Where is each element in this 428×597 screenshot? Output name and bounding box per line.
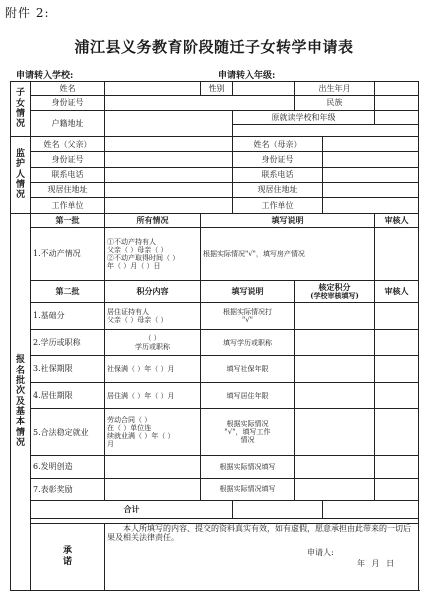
child-orig-school-field[interactable] bbox=[375, 110, 419, 124]
batch2-total-reviewer[interactable] bbox=[323, 501, 419, 519]
child-name-label: 姓名 bbox=[31, 82, 105, 96]
child-id-label: 身份证号 bbox=[31, 96, 105, 110]
batch2-row-reviewer[interactable] bbox=[375, 382, 419, 409]
attachment-label: 附件 2: bbox=[5, 6, 50, 20]
child-gender-label: 性别 bbox=[201, 82, 233, 96]
page-title: 浦江县义务教育阶段随迁子女转学申请表 bbox=[74, 38, 354, 56]
child-orig-school-field-2[interactable] bbox=[233, 124, 419, 136]
batch2-row-note: 根据实际情况打 "√" bbox=[201, 303, 295, 330]
batch2-row-reviewer[interactable] bbox=[375, 303, 419, 330]
batch1-label: 第一批 bbox=[31, 213, 105, 227]
mother-id-field[interactable] bbox=[323, 152, 419, 167]
pledge-text: 本人所填写的内容、提交的资料真实有效，如有虚假，愿意承担由此带来的一切后果及相关法律责任。 bbox=[107, 523, 411, 542]
batch2-row-note: 根据实际情况填写 bbox=[201, 478, 295, 500]
father-name-label: 姓名（父亲） bbox=[31, 137, 105, 152]
batch2-label: 第二批 bbox=[31, 280, 105, 302]
father-id-field[interactable] bbox=[105, 152, 233, 167]
batch2-row-item: 6.发明创造 bbox=[31, 456, 105, 478]
batch2-row-points[interactable] bbox=[295, 478, 375, 500]
batch2-fill-header: 填写说明 bbox=[201, 280, 295, 302]
child-gender-field[interactable] bbox=[233, 82, 295, 96]
batch1-fill-note: 根据实际情况"√"，填写房产情况 bbox=[201, 227, 375, 280]
batch2-row-item: 2.学历或职称 bbox=[31, 329, 105, 356]
transfer-school-label: 申请转入学校: bbox=[16, 71, 74, 81]
mother-address-field[interactable] bbox=[323, 182, 419, 197]
batch2-total-points[interactable] bbox=[233, 501, 323, 519]
mother-phone-label: 联系电话 bbox=[233, 167, 323, 182]
batch2-row-content[interactable]: 社保满（ ）年（ ）月 bbox=[105, 356, 201, 383]
batch2-row-note: 填写学历或职称 bbox=[201, 329, 295, 356]
applicant-signature-label[interactable]: 申请人: bbox=[307, 547, 334, 557]
child-birth-label: 出生年月 bbox=[295, 82, 375, 96]
father-id-label: 身份证号 bbox=[31, 152, 105, 167]
father-work-label: 工作单位 bbox=[31, 198, 105, 213]
transfer-grade-label: 申请转入年级: bbox=[218, 71, 276, 81]
child-id-field[interactable] bbox=[105, 96, 295, 110]
batch2-row-item: 1.基础分 bbox=[31, 303, 105, 330]
batch2-row-note: 填写居住年限 bbox=[201, 382, 295, 409]
batch2-row-points[interactable] bbox=[295, 329, 375, 356]
mother-phone-field[interactable] bbox=[323, 167, 419, 182]
father-name-field[interactable] bbox=[105, 137, 233, 152]
guardian-section-label: 监 护 人 情 况 bbox=[11, 137, 31, 213]
mother-id-label: 身份证号 bbox=[233, 152, 323, 167]
batch2-total-label: 合计 bbox=[31, 501, 233, 519]
child-name-field[interactable] bbox=[105, 82, 201, 96]
batch2-row-reviewer[interactable] bbox=[375, 329, 419, 356]
mother-work-label: 工作单位 bbox=[233, 198, 323, 213]
batch2-row-reviewer[interactable] bbox=[375, 356, 419, 383]
batch2-row-points[interactable] bbox=[295, 303, 375, 330]
batch2-row-content[interactable] bbox=[105, 478, 201, 500]
child-hukou-field[interactable] bbox=[105, 110, 233, 137]
batch1-reviewer-field[interactable] bbox=[375, 227, 419, 280]
batch2-row-reviewer[interactable] bbox=[375, 409, 419, 456]
batch2-row-content[interactable]: 居住证持有人 父亲（ ）母亲（ ） bbox=[105, 303, 201, 330]
mother-name-label: 姓名（母亲） bbox=[233, 137, 323, 152]
batch2-row-note: 根据实际情况填写 bbox=[201, 456, 295, 478]
batch1-fill-header: 填写说明 bbox=[201, 213, 375, 227]
batch2-row-content[interactable]: 劳动合同（ ） 在（ ）单位连 续就业满（ ）年（ ） 月 bbox=[105, 409, 201, 456]
father-phone-label: 联系电话 bbox=[31, 167, 105, 182]
application-form-table bbox=[10, 81, 419, 591]
father-phone-field[interactable] bbox=[105, 167, 233, 182]
batch2-row-reviewer[interactable] bbox=[375, 456, 419, 478]
child-hukou-label: 户籍地址 bbox=[31, 110, 105, 137]
child-ethnicity-label: 民族 bbox=[295, 96, 375, 110]
pledge-cell bbox=[105, 523, 419, 590]
child-section-label: 子 女 情 况 bbox=[11, 82, 31, 137]
child-orig-school-label: 原就读学校和年级 bbox=[233, 110, 375, 124]
batch2-row-points[interactable] bbox=[295, 456, 375, 478]
pledge-date[interactable]: 年 月 日 bbox=[357, 559, 397, 569]
batch2-row-note: 根据实际情况 "√"，填写工作 情况 bbox=[201, 409, 295, 456]
batch1-status-header: 所有情况 bbox=[105, 213, 201, 227]
mother-name-field[interactable] bbox=[323, 137, 419, 152]
father-address-label: 现居住地址 bbox=[31, 182, 105, 197]
batch2-row-item: 4.居住期限 bbox=[31, 382, 105, 409]
batch1-item: 1.不动产情况 bbox=[31, 227, 105, 280]
batch2-row-item: 7.表彰奖励 bbox=[31, 478, 105, 500]
batch2-row-points[interactable] bbox=[295, 356, 375, 383]
batch2-row-content[interactable]: 居住满（ ）年（ ）月 bbox=[105, 382, 201, 409]
pledge-section-label: 承 诺 bbox=[31, 523, 105, 590]
father-address-field[interactable] bbox=[105, 182, 233, 197]
child-ethnicity-field[interactable] bbox=[375, 96, 419, 110]
batch2-row-item: 5.合法稳定就业 bbox=[31, 409, 105, 456]
child-birth-field[interactable] bbox=[375, 82, 419, 96]
batch2-row-item: 3.社保期限 bbox=[31, 356, 105, 383]
batch2-row-content[interactable]: （ ） 学历或职称 bbox=[105, 329, 201, 356]
mother-address-label: 现居住地址 bbox=[233, 182, 323, 197]
batch1-status-cell[interactable]: ①不动产持有人 父亲（ ）母亲（ ） ②不动产取得时间（ ） 年（ ）月（ ）日 bbox=[105, 227, 201, 280]
mother-work-field[interactable] bbox=[323, 198, 419, 213]
apply-section-label: 报 名 批 次 及 基 本 情 况 bbox=[11, 213, 31, 590]
batch1-reviewer-header: 审核人 bbox=[375, 213, 419, 227]
batch2-points-header: 核定积分 (学校审核填写) bbox=[295, 280, 375, 302]
batch2-reviewer-header: 审核人 bbox=[375, 280, 419, 302]
father-work-field[interactable] bbox=[105, 198, 233, 213]
batch2-row-points[interactable] bbox=[295, 382, 375, 409]
batch2-row-content[interactable] bbox=[105, 456, 201, 478]
batch2-row-reviewer[interactable] bbox=[375, 478, 419, 500]
batch2-row-points[interactable] bbox=[295, 409, 375, 456]
batch2-row-note: 填写社保年限 bbox=[201, 356, 295, 383]
batch2-score-header: 积分内容 bbox=[105, 280, 201, 302]
